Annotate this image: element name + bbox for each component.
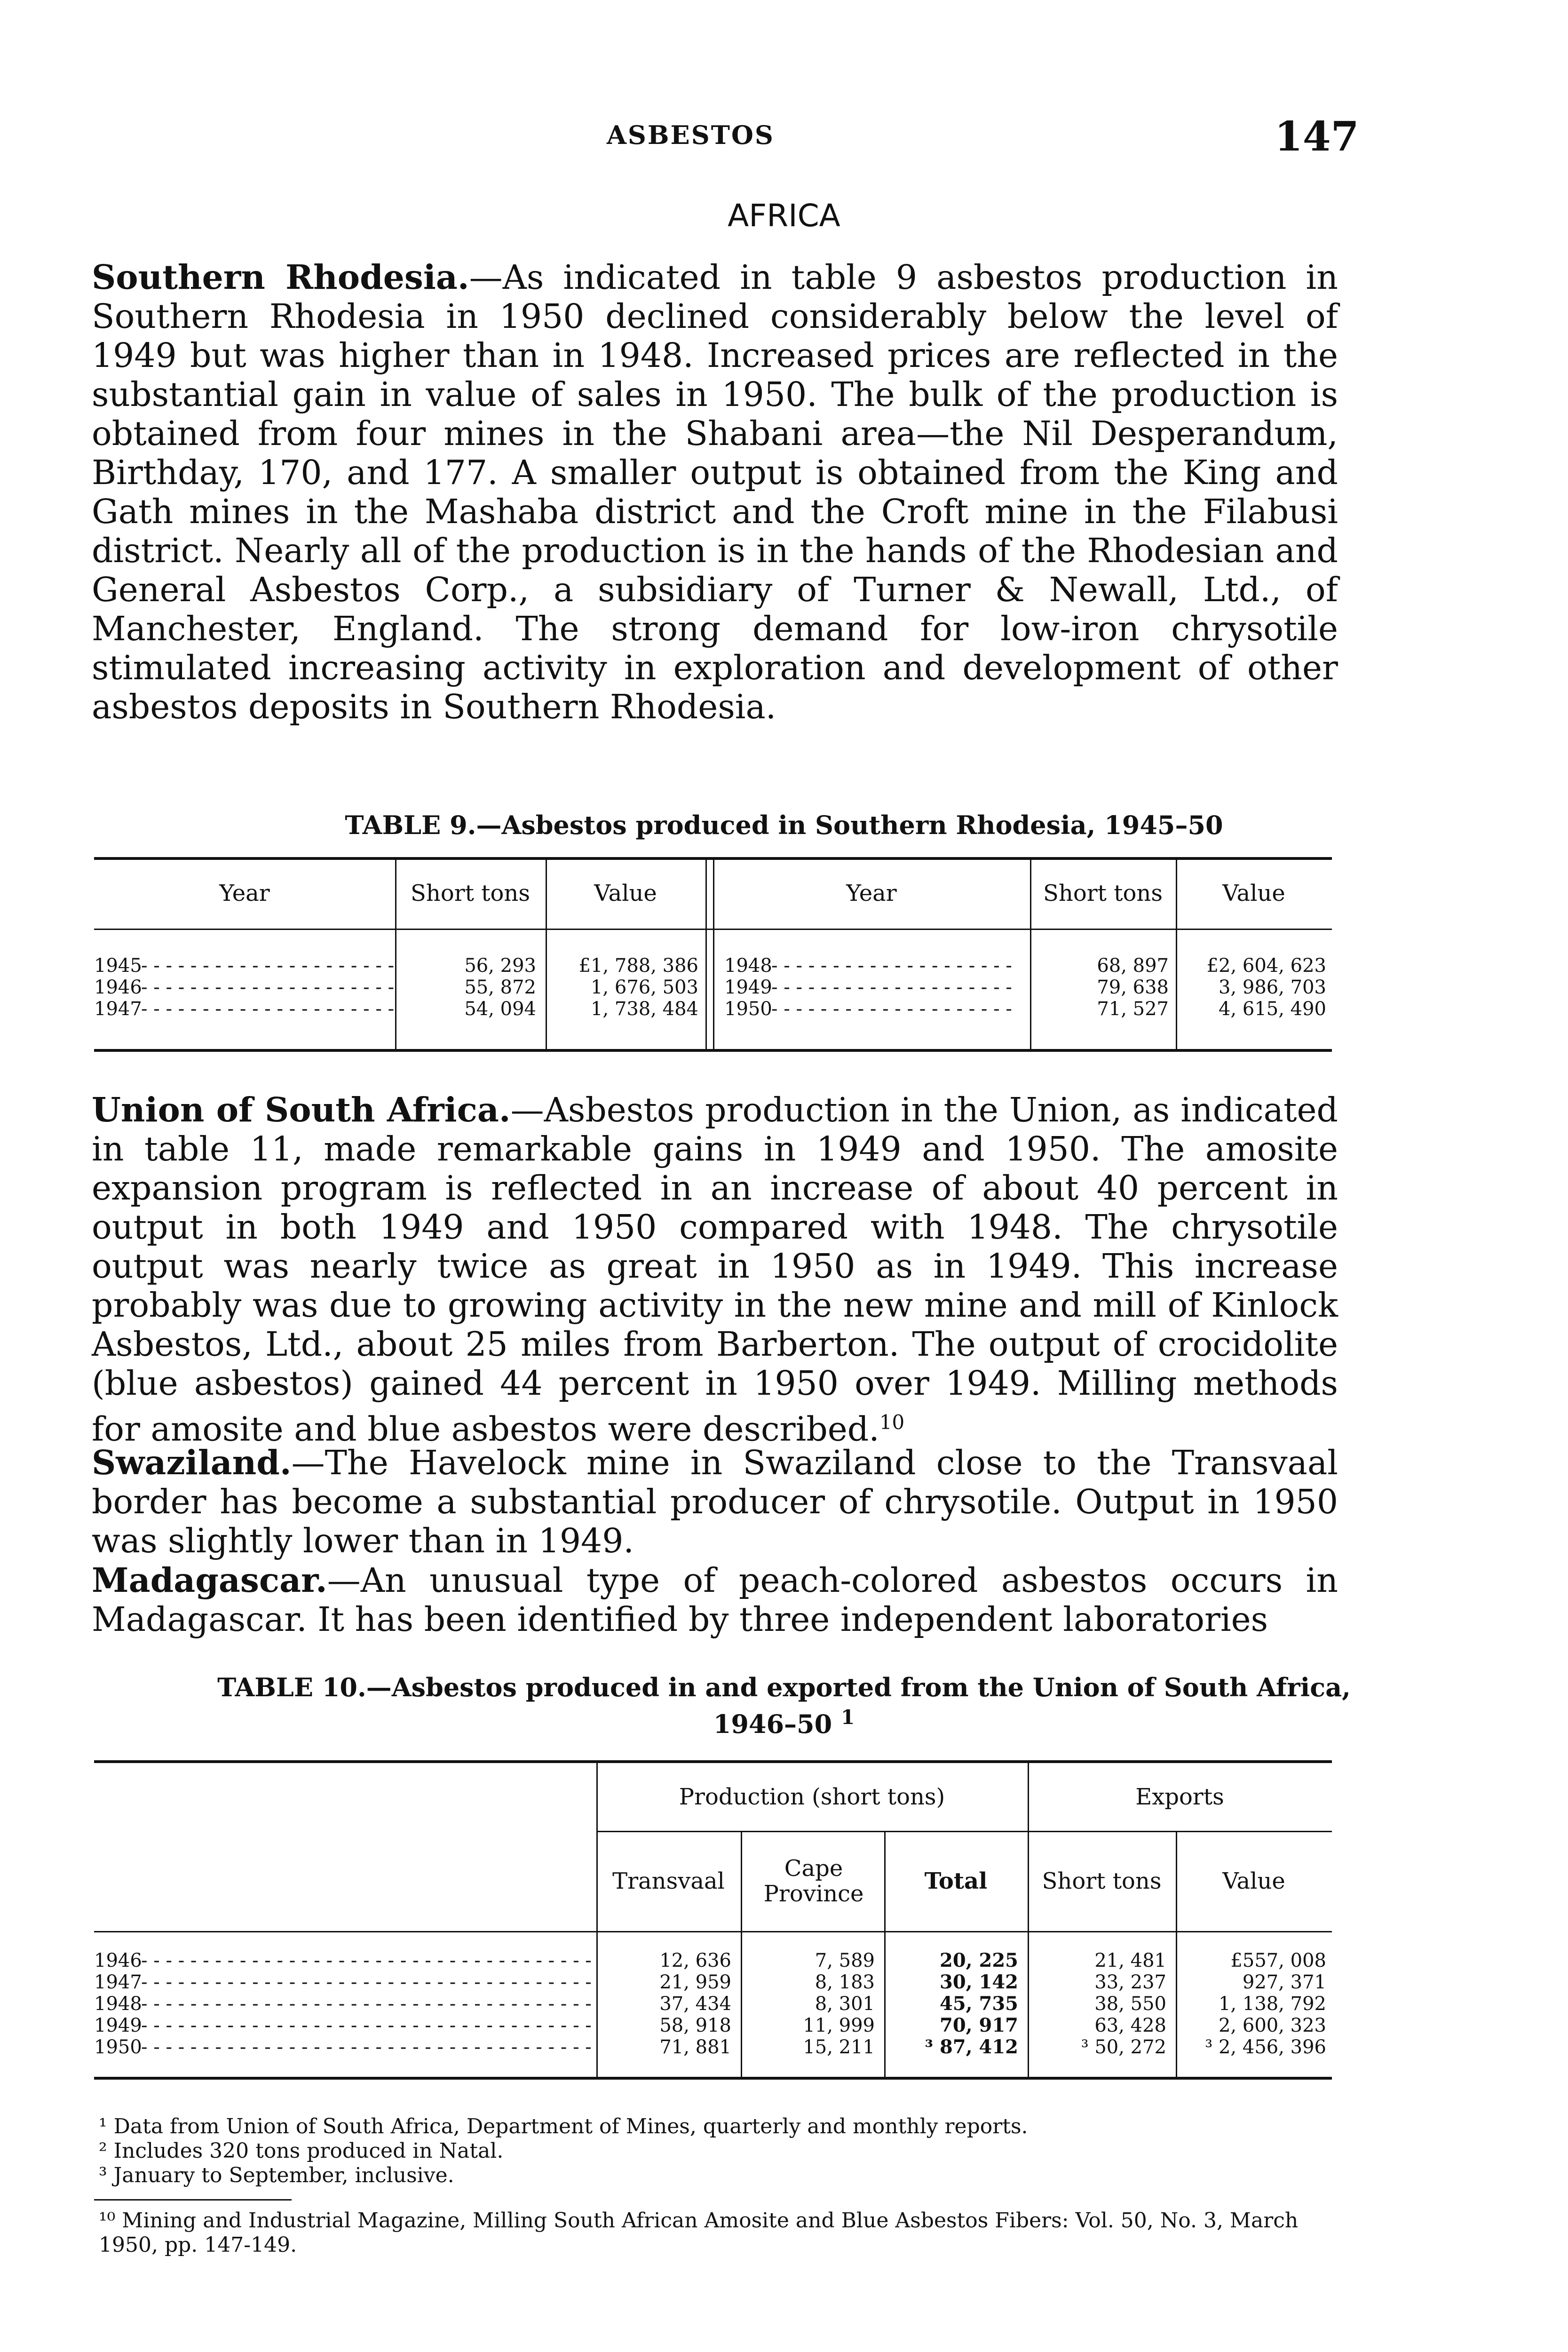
table10-group-rule [596,1831,1332,1832]
table-cell-year: 1946 [94,1950,142,1971]
table10-header-value: Value [1222,1868,1285,1894]
table-cell-transvaal: 58, 918 [659,2015,731,2036]
table-cell-year: 1949 [724,977,772,998]
paragraph-text: —An unusual type of peach-colored asbestos occurs in Madagascar. It has been identified by three independent laboratories [92,1561,1338,1639]
dot-leader: - - - - - - - - - - - - - - - - - - - - [771,955,1012,977]
dot-leader: - - - - - - - - - - - - - - - - - - - - - - - - - - - - - - - - - - - - - [141,2036,592,2058]
table-cell-transvaal: 21, 959 [659,1971,731,1993]
dot-leader: - - - - - - - - - - - - - - - - - - - - [771,998,1012,1020]
table10-header-cape: Cape Province [763,1855,864,1907]
table-cell-value: 2, 600, 323 [1218,2015,1326,2036]
table-cell-total: 45, 735 [939,1993,1018,2015]
table-cell-cape: 8, 301 [815,1993,875,2015]
table10-group-production: Production (short tons) [679,1784,945,1810]
table10-top-rule [94,1760,1332,1763]
table-cell-year: 1947 [94,1971,142,1993]
table10-caption [0,1672,1568,1739]
footnote-ref: 10 [879,1411,905,1434]
table-cell-tons: 55, 872 [464,977,536,998]
dot-leader: - - - - - - - - - - - - - - - - - - - - - - - - - - - - - - - - - - - - - [141,1971,592,1993]
page-footnote: ¹⁰ Mining and Industrial Magazine, Milling South African Amosite and Blue Asbestos Fibers: Vol. 50, No. 3, March 1950, pp. 147-149. [99,2209,1299,2257]
table9-header-year: Year [846,880,897,906]
table-footnote: ² Includes 320 tons produced in Natal. [99,2139,504,2163]
dot-leader: - - - - - - - - - - - - - - - - - - - - - [141,955,395,977]
table-cell-cape: 8, 183 [815,1971,875,1993]
table-cell-total: ³ 87, 412 [925,2036,1018,2058]
table10-header-transvaal: Transvaal [612,1868,725,1894]
table-cell-value: 1, 738, 484 [590,998,698,1020]
table-cell-tons: 54, 094 [464,998,536,1020]
table-cell-year: 1946 [94,977,142,998]
dot-leader: - - - - - - - - - - - - - - - - - - - - [771,977,1012,998]
table-cell-tons: ³ 50, 272 [1081,2036,1166,2058]
table10-divider [741,1832,742,2077]
table10-group-exports: Exports [1135,1784,1224,1810]
table-cell-tons: 33, 237 [1094,1971,1166,1993]
table-footnote: ³ January to September, inclusive. [99,2163,454,2187]
table9-divider [705,860,707,1049]
table-cell-value: 1, 138, 792 [1218,1993,1326,2015]
table9-header-value: Value [1222,880,1285,906]
table-cell-year: 1949 [94,2015,142,2036]
table-footnote: ¹ Data from Union of South Africa, Department of Mines, quarterly and monthly reports. [99,2114,1028,2138]
table10-divider [1028,1763,1029,2077]
table-cell-transvaal: 12, 636 [659,1950,731,1971]
dot-leader: - - - - - - - - - - - - - - - - - - - - - - - - - - - - - - - - - - - - - [141,2015,592,2036]
paragraph-southern-rhodesia [92,258,1338,726]
table-cell-cape: 11, 999 [803,2015,875,2036]
table9-header-value: Value [594,880,657,906]
table-cell-total: 30, 142 [939,1971,1018,1993]
footnote-ref: 1 [841,1706,855,1729]
dot-leader: - - - - - - - - - - - - - - - - - - - - - [141,998,395,1020]
table10-header-total: Total [924,1868,988,1894]
section-title: AFRICA [728,198,840,234]
table-cell-value: £2, 604, 623 [1206,955,1326,977]
running-head: ASBESTOS [607,120,775,150]
paragraph-union-south-africa [92,1090,1338,1449]
table-cell-year: 1950 [724,998,772,1020]
table-cell-tons: 21, 481 [1094,1950,1166,1971]
table-cell-value: ³ 2, 456, 396 [1205,2036,1326,2058]
table-cell-tons: 79, 638 [1097,977,1169,998]
table-cell-value: 4, 615, 490 [1218,998,1326,1020]
table9-header-year: Year [219,880,270,906]
table-cell-year: 1947 [94,998,142,1020]
table-cell-tons: 38, 550 [1094,1993,1166,2015]
table-cell-value: 3, 986, 703 [1218,977,1326,998]
table9-header-short-tons: Short tons [1043,880,1163,906]
table-cell-cape: 7, 589 [815,1950,875,1971]
table-cell-value: 1, 676, 503 [590,977,698,998]
table-cell-total: 20, 225 [939,1949,1018,1971]
dot-leader: - - - - - - - - - - - - - - - - - - - - - [141,977,395,998]
table-cell-total: 70, 917 [939,2014,1018,2036]
table9-caption: TABLE 9.—Asbestos produced in Southern Rhodesia, 1945–50 [345,810,1223,840]
table-cell-value: £557, 008 [1230,1950,1326,1971]
paragraph-text: —As indicated in table 9 asbestos production in Southern Rhodesia in 1950 declined considerably below the level of 1949 but was higher than in 1948. Increased prices are reflected in the substantial gain in value of sales in 1950. The bulk of the production is obtained from four mines in the Shabani area—the Nil Desperandum, Birthday, 170, and 177. A smaller output is obtained from the King and Gath mines in the Mashaba district and the Croft mine in the Filabusi district. Nearly all of the production is in the hands of the Rhodesian and General Asbestos Corp., a subsidiary of Turner & Newall, Ltd., of Manchester, England. The strong demand for low-iron chrysotile stimulated increasing activity in exploration and development of other asbestos deposits in Southern Rhodesia. [92,258,1338,726]
paragraph-text: —Asbestos production in the Union, as indicated in table 11, made remarkable gains in 1949 and 1950. The amosite expansion program is reflected in an increase of about 40 percent in output in both 1949 and 1950 compared with 1948. The chrysotile output was nearly twice as great in 1950 as in 1949. This increase probably was due to growing activity in the new mine and mill of Kinlock Asbestos, Ltd., about 25 miles from Barberton. The output of crocidolite (blue asbestos) gained 44 percent in 1950 over 1949. Milling methods for amosite and blue asbestos were described. [92,1090,1338,1449]
dot-leader: - - - - - - - - - - - - - - - - - - - - - - - - - - - - - - - - - - - - - [141,1950,592,1971]
paragraph-madagascar [92,1561,1338,1639]
table9-header-short-tons: Short tons [411,880,530,906]
table-cell-tons: 63, 428 [1094,2015,1166,2036]
paragraph-swaziland [92,1443,1338,1560]
table-cell-tons: 71, 527 [1097,998,1169,1020]
table10-header-rule [94,1931,1332,1932]
table-cell-transvaal: 71, 881 [659,2036,731,2058]
table9-bottom-rule [94,1049,1332,1052]
paragraph-lead: Madagascar. [92,1560,327,1600]
table10-divider [596,1763,598,2077]
table-cell-transvaal: 37, 434 [659,1993,731,2015]
paragraph-text: —The Havelock mine in Swaziland close to the Transvaal border has become a substantial producer of chrysotile. Output in 1950 was slightly lower than in 1949. [92,1443,1338,1560]
table-cell-year: 1945 [94,955,142,977]
paragraph-lead: Union of South Africa. [92,1090,511,1129]
table-cell-cape: 15, 211 [803,2036,875,2058]
table-cell-tons: 56, 293 [464,955,536,977]
dot-leader: - - - - - - - - - - - - - - - - - - - - - - - - - - - - - - - - - - - - - [141,1993,592,2015]
footnote-separator [94,2199,292,2201]
page-number: 147 [1275,113,1359,160]
table-cell-year: 1948 [94,1993,142,2015]
table10-header-short-tons: Short tons [1042,1868,1162,1894]
table-cell-tons: 68, 897 [1097,955,1169,977]
table-cell-value: 927, 371 [1242,1971,1326,1993]
table10-caption-line2: 1946–50 [713,1709,832,1739]
table10-bottom-rule [94,2077,1332,2080]
table-cell-value: £1, 788, 386 [578,955,698,977]
table-cell-year: 1950 [94,2036,142,2058]
table-cell-year: 1948 [724,955,772,977]
paragraph-lead: Southern Rhodesia. [92,257,469,297]
table10-caption-line1: TABLE 10.—Asbestos produced in and exported from the Union of South Africa, [217,1672,1351,1702]
paragraph-lead: Swaziland. [92,1443,292,1482]
